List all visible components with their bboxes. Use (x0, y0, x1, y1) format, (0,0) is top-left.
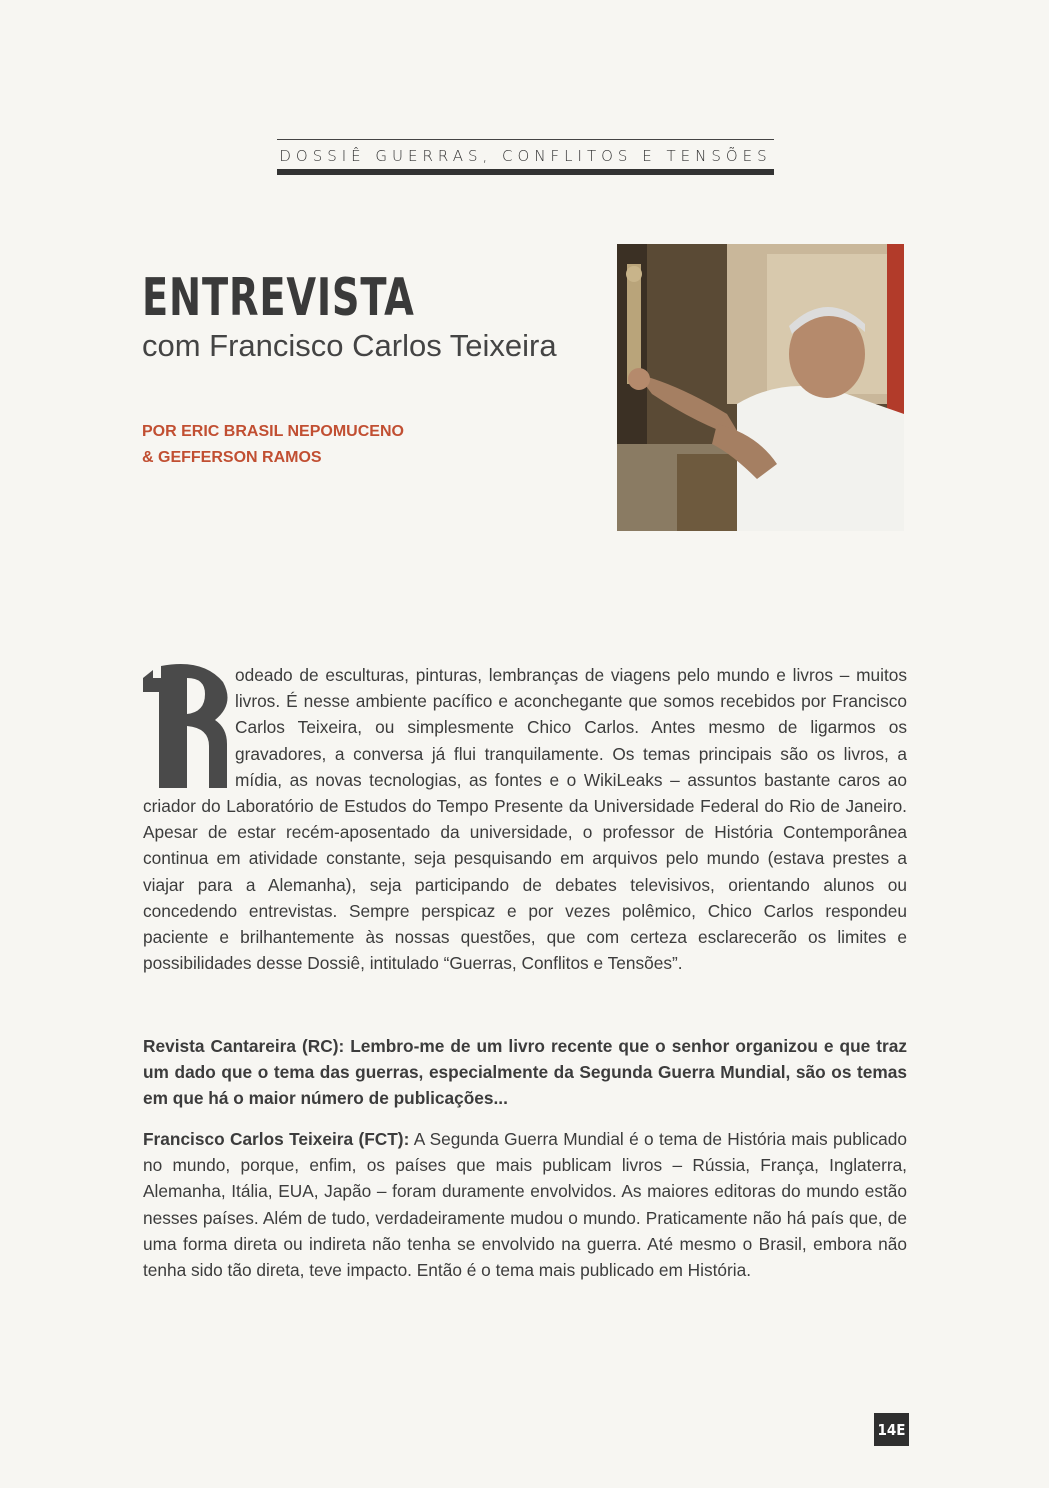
page-number: 14E (874, 1413, 909, 1446)
intro-text: odeado de esculturas, pinturas, lembranças de viagens pelo mundo e livros – muitos livros. É nesse ambiente pacífico e aconchegante que somos recebidos por Francisco Carlos Teixeira, ou simplesmente Chico Carlos. Antes mesmo de ligarmos os gravadores, a conversa já flui tranquilamente. Os temas principais são os livros, a mídia, as novas tecnologias, as fontes e o WikiLeaks – assuntos bastante caros ao criador do Laboratório de Estudos do Tempo Presente da Universidade Federal do Rio de Janeiro. Apesar de estar recém-aposentado da universidade, o professor de História Contemporânea continua em atividade constante, seja pesquisando em arquivos pelo mundo (estava prestes a viajar para a Alemanha), seja participando de debates televisivos, orientando alunos ou concedendo entrevistas. Sempre perspicaz e por vezes polêmico, Chico Carlos respondeu paciente e brilhantemente às nossas questões, que com certeza esclarecerão os limites e possibilidades desse Dossiê, intitulado “Guerras, Conflitos e Tensões”. (143, 665, 907, 974)
answer-text: A Segunda Guerra Mundial é o tema de História mais publicado no mundo, porque, enfim, os países que mais publicam livros – Rússia, França, Inglaterra, Alemanha, Itália, EUA, Japão – foram duramente envolvidos. As maiores editoras do mundo estão nesses países. Além de tudo, verdadeiramente mudou o mundo. Praticamente não há país que, de uma forma direta ou indireta não tenha se envolvido na guerra. Até mesmo o Brasil, embora não tenha sido tão direta, teve impacto. Então é o tema mais publicado em História. (143, 1129, 907, 1281)
section-label: DOSSIÊ GUERRAS, CONFLITOS E TENSÕES (279, 147, 772, 165)
article-title: ENTREVISTA (142, 268, 415, 328)
answer-paragraph (143, 1126, 907, 1283)
section-header (277, 139, 774, 175)
dropcap (143, 664, 231, 792)
intro-paragraph (143, 662, 907, 976)
byline-line-1: POR ERIC BRASIL NEPOMUCENO (142, 423, 404, 440)
interviewee-photo (617, 244, 904, 531)
header-bottom-rule (277, 169, 774, 175)
article-subtitle: com Francisco Carlos Teixeira (142, 328, 557, 363)
answer-speaker: Francisco Carlos Teixeira (FCT): (143, 1129, 410, 1149)
byline (142, 419, 404, 471)
question-paragraph: Revista Cantareira (RC): Lembro-me de um livro recente que o senhor organizou e que traz um dado que o tema das guerras, especialmente da Segunda Guerra Mundial, são os temas em que há o maior número de publicações... (143, 1036, 907, 1109)
byline-line-2: & GEFFERSON RAMOS (142, 449, 322, 466)
photo-illustration (617, 244, 904, 531)
dropcap-glyph (143, 664, 231, 792)
